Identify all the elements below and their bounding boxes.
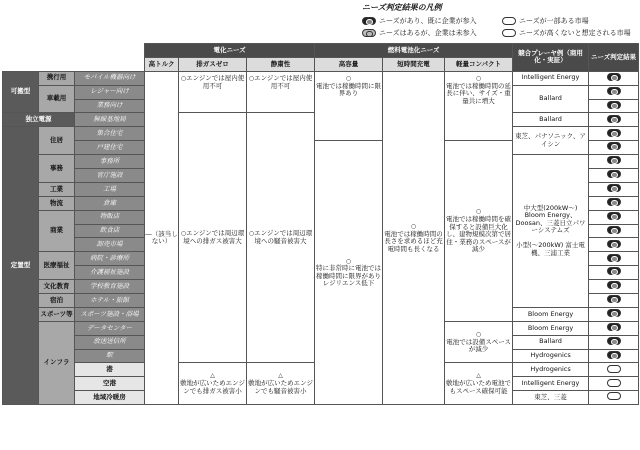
full-need-icon xyxy=(607,323,621,331)
light-compact-header: 軽量コンパクト xyxy=(445,57,513,71)
full-need-icon xyxy=(607,198,621,206)
judgement-cell xyxy=(589,155,639,169)
judgement-cell xyxy=(589,99,639,113)
full-need-icon xyxy=(607,73,621,81)
judgement-cell xyxy=(589,349,639,363)
zero-exhaust-bottom: △ 敷地が広いためエンジンでも排ガス被害小 xyxy=(179,363,247,405)
judgement-cell xyxy=(589,391,639,405)
low-need-icon xyxy=(502,29,516,37)
row-label: 倉庫 xyxy=(75,196,145,210)
zero-exhaust-mid: ○エンジンでは周辺環境への排ガス被害大 xyxy=(179,113,247,363)
light-top: ○ 電池では稼働時間の延長に伴い、サイズ・重量共に増大 xyxy=(445,71,513,140)
judgement-cell xyxy=(589,113,639,127)
full-need-icon xyxy=(607,351,621,359)
judgement-cell xyxy=(589,307,639,321)
row-label: 事務所 xyxy=(75,155,145,169)
row-label: 物販店 xyxy=(75,210,145,224)
judgement-cell xyxy=(589,280,639,294)
full-need-icon xyxy=(607,226,621,234)
legend-none: ニーズが高くないと想定される市場 xyxy=(502,28,631,38)
legend xyxy=(362,2,636,40)
judgement-cell xyxy=(589,196,639,210)
row-label: 集合住宅 xyxy=(75,127,145,141)
category-movable: 可搬型 xyxy=(3,71,39,113)
group-portable: 携行用 xyxy=(39,71,75,85)
light-bottom: △ 敷地が広いため電池でもスペース確保可能 xyxy=(445,363,513,405)
row-label: 病院・診療所 xyxy=(75,252,145,266)
player-cell: Intelligent Energy xyxy=(513,377,589,391)
player-cell: Hydrogenics xyxy=(513,363,589,377)
player-cell: Ballard xyxy=(513,335,589,349)
quiet-top: ○エンジンでは屋内使用不可 xyxy=(247,71,315,113)
judgement-cell xyxy=(589,85,639,99)
judgement-cell xyxy=(589,294,639,308)
full-need-icon xyxy=(607,170,621,178)
full-need-icon xyxy=(607,156,621,164)
fc-needs-header: 燃料電池化ニーズ xyxy=(315,44,513,58)
full-need-icon xyxy=(607,87,621,95)
judgement-cell xyxy=(589,335,639,349)
row-label: 介護福祉施設 xyxy=(75,266,145,280)
player-cell: 東芝、三菱 xyxy=(513,391,589,405)
full-need-icon xyxy=(607,212,621,220)
group-commerce: 商業 xyxy=(39,210,75,252)
group-office: 事務 xyxy=(39,155,75,183)
light-mid: ○ 電池では稼働時間を確保すると設備巨大化し、建物規模次第で居住・業務のスペースが減少 xyxy=(445,141,513,322)
partial-need-icon xyxy=(502,17,516,25)
zero-exhaust-top: ○エンジンでは屋内使用不可 xyxy=(179,71,247,113)
judgement-cell xyxy=(589,377,639,391)
full-need-icon xyxy=(607,254,621,262)
need-no-entry-icon xyxy=(362,29,376,37)
group-district: 地域冷暖房 xyxy=(75,391,145,405)
needs-table xyxy=(2,43,639,405)
torque-cell: ―（該当しない） xyxy=(145,71,179,404)
competitors-header: 競合プレーヤ例（商用化・実証） xyxy=(513,44,589,72)
high-torque-header: 高トルク xyxy=(145,57,179,71)
capacity-mid: ○ 特に非常時に電池では稼働時間に限界がありレジリエンス低下 xyxy=(315,141,383,405)
full-need-icon xyxy=(607,184,621,192)
group-education: 文化教育 xyxy=(39,280,75,294)
row-label: データセンター xyxy=(75,321,145,335)
full-need-icon xyxy=(607,240,621,248)
row-label: 業務向け xyxy=(75,99,145,113)
partial-need-icon xyxy=(607,392,621,400)
group-port: 港 xyxy=(75,363,145,377)
judgement-cell xyxy=(589,210,639,224)
judgement-cell xyxy=(589,321,639,335)
player-cell: Ballard xyxy=(513,113,589,127)
row-label: 卸売市場 xyxy=(75,238,145,252)
category-stationary: 定置型 xyxy=(3,127,39,405)
row-label: 官庁施設 xyxy=(75,169,145,183)
player-cell: Ballard xyxy=(513,85,589,113)
judgement-cell xyxy=(589,252,639,266)
row-label: 無線基地局 xyxy=(75,113,145,127)
group-logistics: 物流 xyxy=(39,196,75,210)
light-lower: ○ 電池では設備スペースが減少 xyxy=(445,321,513,363)
judgement-cell xyxy=(589,266,639,280)
judgement-cell xyxy=(589,363,639,377)
full-need-icon xyxy=(607,115,621,123)
high-capacity-header: 高容量 xyxy=(315,57,383,71)
player-cell: 東芝、パナソニック、アイシン xyxy=(513,127,589,155)
player-cell: Intelligent Energy xyxy=(513,71,589,85)
partial-need-icon xyxy=(607,365,621,373)
full-need-icon xyxy=(607,309,621,317)
group-infra: インフラ xyxy=(39,321,75,404)
capacity-top: ○ 電池では稼働時間に限界あり xyxy=(315,71,383,140)
group-lodging: 宿泊 xyxy=(39,294,75,308)
full-need-icon xyxy=(607,295,621,303)
fast-charge-cell: ○ 電池では稼働時間の長さを求めるほど充電時間も長くなる xyxy=(383,71,445,404)
full-need-icon xyxy=(607,101,621,109)
row-label: 戸建住宅 xyxy=(75,141,145,155)
row-label: 放送送信所 xyxy=(75,335,145,349)
judgement-cell xyxy=(589,224,639,238)
electric-needs-header: 電化ニーズ xyxy=(145,44,315,58)
full-need-icon xyxy=(362,17,376,25)
judgement-cell xyxy=(589,238,639,252)
full-need-icon xyxy=(607,142,621,150)
row-label: 工場 xyxy=(75,182,145,196)
full-need-icon xyxy=(607,129,621,137)
row-label: 飲食店 xyxy=(75,224,145,238)
full-need-icon xyxy=(607,267,621,275)
player-cell: Bloom Energy xyxy=(513,307,589,321)
group-medical: 医療福祉 xyxy=(39,252,75,280)
group-housing: 住居 xyxy=(39,127,75,155)
legend-title: ニーズ判定結果の凡例 xyxy=(362,3,442,12)
player-cell: Bloom Energy xyxy=(513,321,589,335)
judgement-header: ニーズ判定結果 xyxy=(589,44,639,72)
full-need-icon xyxy=(607,337,621,345)
row-label: スポーツ施設・浴場 xyxy=(75,307,145,321)
quiet-header: 静粛性 xyxy=(247,57,315,71)
row-label: ホテル・旅館 xyxy=(75,294,145,308)
player-cell: 中大型(200kW～) Bloom Energy、Doosan、三菱日立パワーシステムズ 小型(～200kW) 富士電機、三浦工業 xyxy=(513,155,589,308)
judgement-cell xyxy=(589,182,639,196)
judgement-cell xyxy=(589,141,639,155)
row-label: モバイル機器向け xyxy=(75,71,145,85)
judgement-cell xyxy=(589,127,639,141)
full-need-icon xyxy=(607,281,621,289)
judgement-cell xyxy=(589,169,639,183)
quiet-mid: ○エンジンでは周辺環境への騒音被害大 xyxy=(247,113,315,363)
row-label: 駅 xyxy=(75,349,145,363)
row-label: 学校教育施設 xyxy=(75,280,145,294)
quiet-bottom: △ 敷地が広いためエンジンでも騒音被害小 xyxy=(247,363,315,405)
judgement-cell xyxy=(589,71,639,85)
row-label: レジャー向け xyxy=(75,85,145,99)
legend-full: ニーズがあり、既に企業が参入 xyxy=(362,16,477,26)
partial-need-icon xyxy=(607,379,621,387)
group-vehicle: 車載用 xyxy=(39,85,75,113)
group-industry: 工業 xyxy=(39,182,75,196)
zero-exhaust-header: 排ガスゼロ xyxy=(179,57,247,71)
legend-mid: ニーズはあるが、企業は未参入 xyxy=(362,28,477,38)
fast-charge-header: 短時間充電 xyxy=(383,57,445,71)
group-airport: 空港 xyxy=(75,377,145,391)
group-sports: スポーツ等 xyxy=(39,307,75,321)
player-cell: Hydrogenics xyxy=(513,349,589,363)
category-independent: 独立電源 xyxy=(3,113,75,127)
legend-part: ニーズが一部ある市場 xyxy=(502,16,589,26)
